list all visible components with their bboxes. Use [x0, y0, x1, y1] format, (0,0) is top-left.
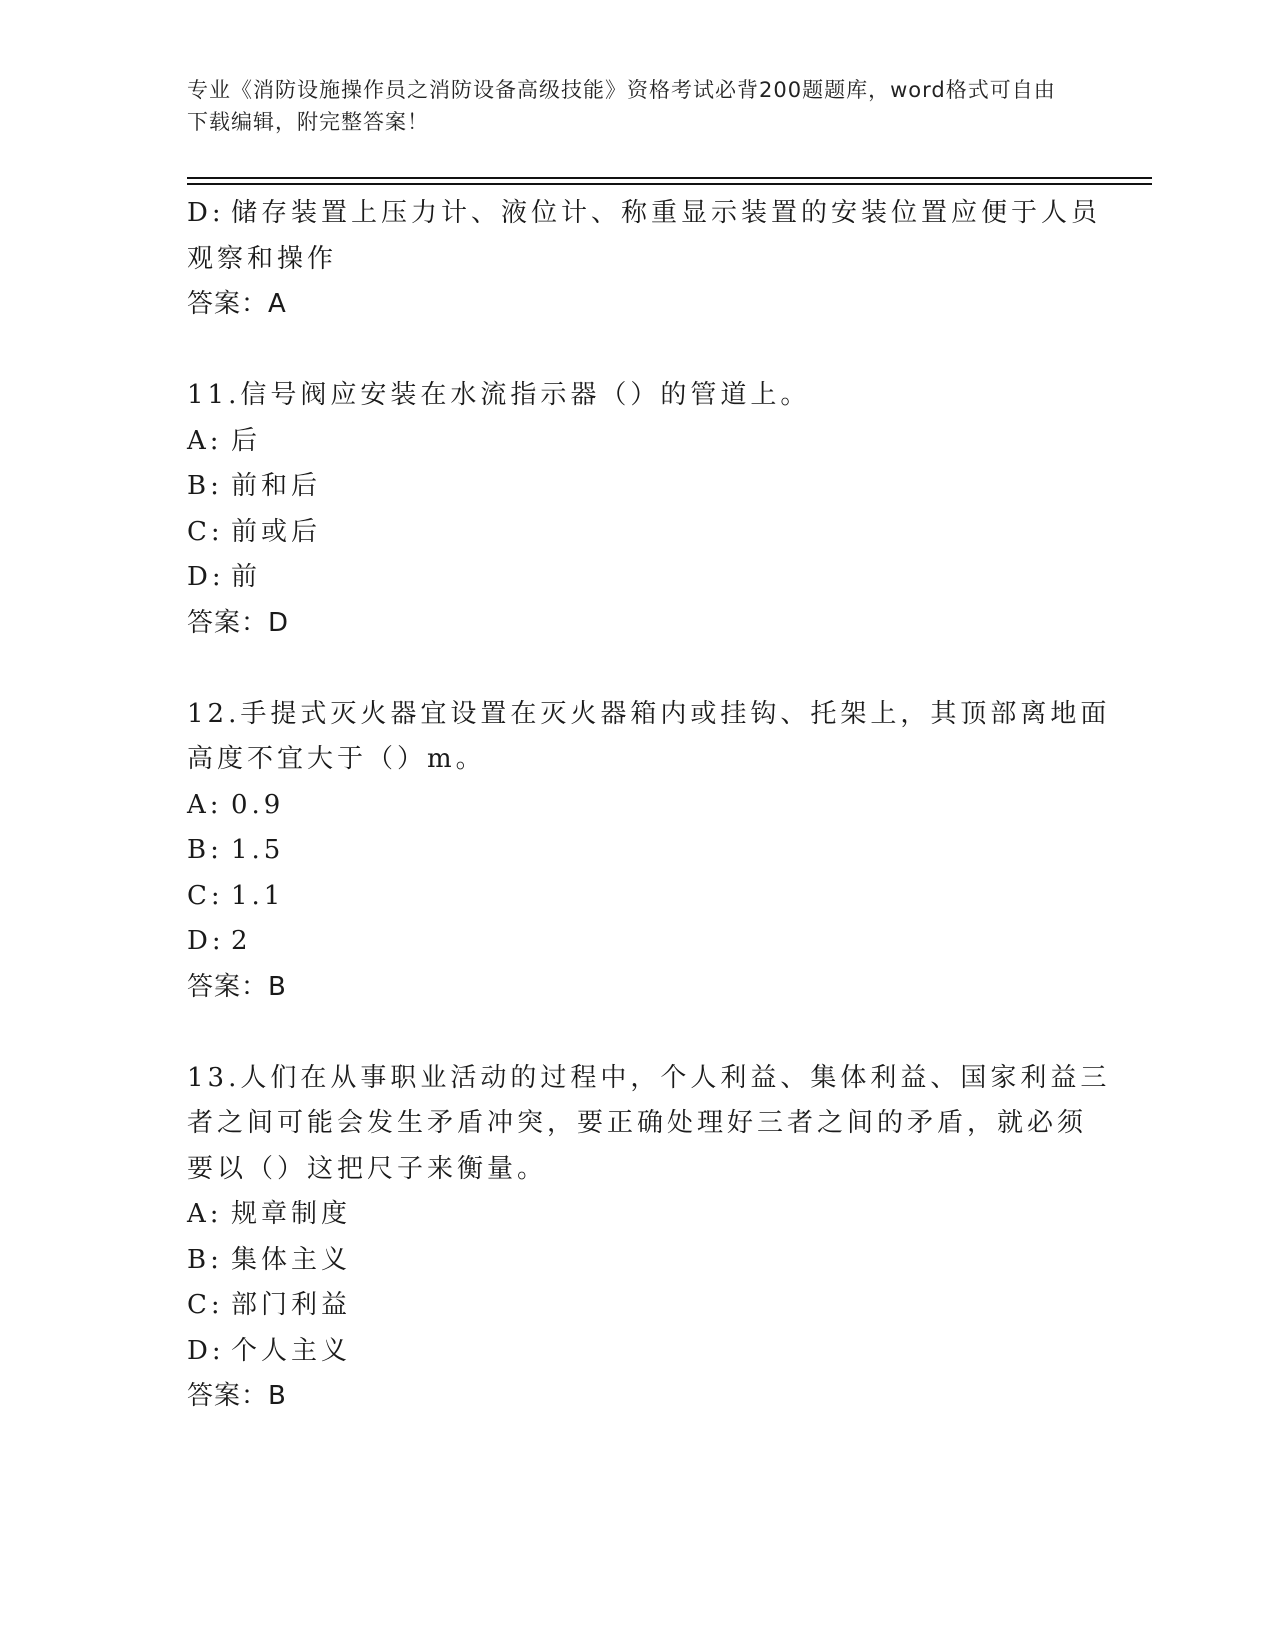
option-letter: A: [187, 1199, 223, 1229]
question-stem-continued: 高度不宜大于（）m。 [187, 744, 486, 774]
option-text: 集体主义 [231, 1244, 352, 1275]
option-letter: A: [187, 425, 223, 456]
option-text: 前或后 [231, 516, 322, 547]
option-letter: B: [187, 471, 223, 501]
option-a [187, 783, 1077, 829]
option-letter: C: [187, 516, 224, 547]
answer-line: 答案：A [187, 289, 287, 319]
option-d [187, 1329, 1077, 1375]
option-text: 规章制度 [231, 1199, 352, 1229]
option-d-carryover [187, 191, 1102, 237]
option-text: 前和后 [231, 471, 322, 501]
question-stem: 11.信号阀应安装在水流指示器（）的管道上。 [187, 380, 811, 410]
document-header: 专业《消防设施操作员之消防设备高级技能》资格考试必背200题题库，word格式可自由下载编辑，附完整答案！ [187, 78, 1056, 134]
header-divider-top [187, 177, 1152, 179]
option-d-carryover-continued: 观察和操作 [187, 243, 338, 274]
option-b [187, 464, 1077, 510]
option-text: 个人主义 [231, 1335, 352, 1366]
option-c [187, 1283, 1077, 1329]
option-letter: D: [187, 198, 225, 228]
option-c [187, 510, 1077, 556]
option-letter: B: [187, 835, 223, 865]
answer-line: 答案：B [187, 971, 287, 1002]
option-letter: B: [187, 1244, 223, 1275]
spacer [187, 1010, 1077, 1056]
question-stem: 13.人们在从事职业活动的过程中，个人利益、集体利益、国家利益三 [187, 1062, 1111, 1093]
option-text: 后 [231, 425, 262, 456]
option-letter: C: [187, 1290, 224, 1320]
option-a [187, 419, 1077, 465]
option-b [187, 828, 1077, 874]
option-text: 部门利益 [231, 1290, 352, 1320]
option-d [187, 555, 1077, 601]
option-text: 1.1 [231, 880, 285, 911]
question-stem-continued: 者之间可能会发生矛盾冲突，要正确处理好三者之间的矛盾，就必须 [187, 1108, 1088, 1138]
question-stem: 12.手提式灭火器宜设置在灭火器箱内或挂钩、托架上，其顶部离地面 [187, 698, 1111, 729]
option-letter: D: [187, 562, 225, 592]
option-text: 前 [231, 562, 262, 592]
option-text: 2 [231, 926, 252, 956]
option-letter: C: [187, 880, 224, 911]
option-c [187, 874, 1077, 920]
option-letter: D: [187, 926, 225, 956]
spacer [187, 646, 1077, 692]
question-stem-continued: 要以（）这把尺子来衡量。 [187, 1153, 548, 1184]
option-text: 储存装置上压力计、液位计、称重显示装置的安装位置应便于人员 [231, 198, 1102, 228]
header-divider-bottom [187, 183, 1152, 185]
answer-line: 答案：B [187, 1381, 287, 1411]
option-d [187, 919, 1077, 965]
option-a [187, 1192, 1077, 1238]
answer-line: 答案：D [187, 607, 290, 638]
spacer [187, 328, 1077, 374]
option-b [187, 1238, 1077, 1284]
option-text: 1.5 [231, 835, 285, 865]
option-letter: D: [187, 1335, 225, 1366]
question-content [187, 191, 1111, 1420]
option-letter: A: [187, 789, 223, 820]
option-text: 0.9 [231, 789, 285, 820]
